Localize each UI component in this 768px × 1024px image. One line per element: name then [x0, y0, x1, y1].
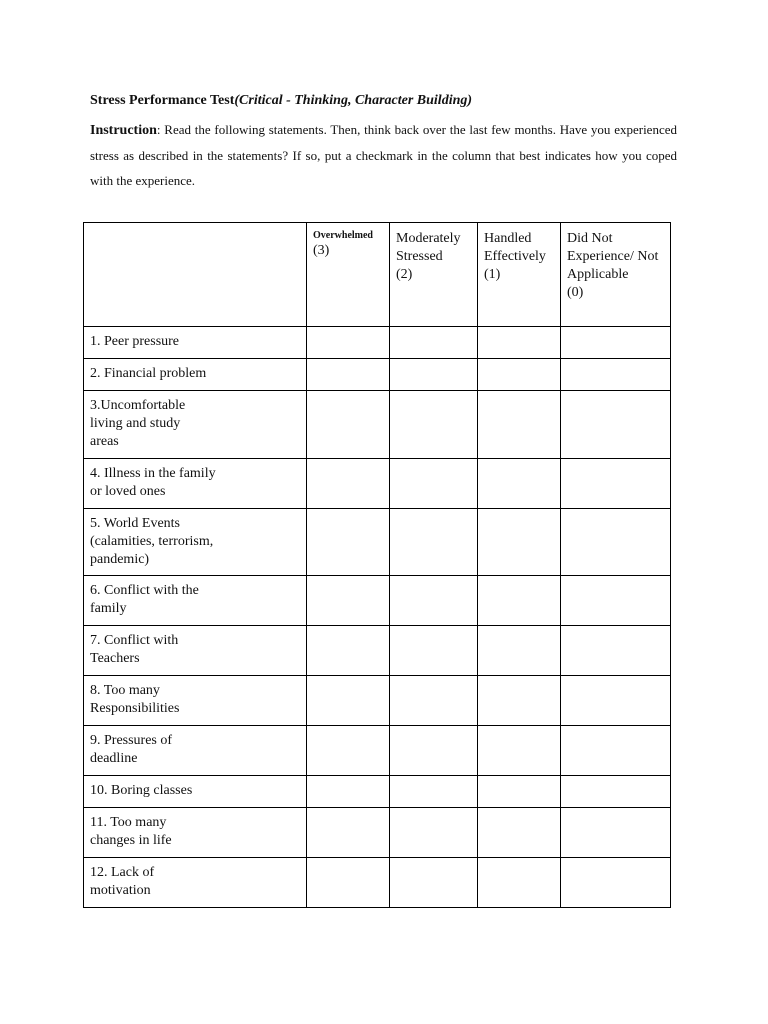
checkbox-cell-handled-effectively[interactable]	[478, 327, 561, 359]
table-row	[84, 808, 671, 858]
header-score: (2)	[396, 267, 413, 282]
table-row	[84, 391, 671, 459]
header-label: Handled Effectively	[484, 231, 546, 264]
row-label-text: 4. Illness in the family or loved ones	[90, 466, 216, 499]
header-blank-cell	[84, 223, 307, 327]
checkbox-cell-did-not-experience[interactable]	[561, 391, 671, 459]
checkbox-cell-did-not-experience[interactable]	[561, 776, 671, 808]
header-label: Overwhelmed	[313, 230, 373, 241]
stress-survey-table	[83, 222, 671, 908]
checkbox-cell-overwhelmed[interactable]	[307, 459, 390, 509]
row-label-text: 3.Uncomfortable living and study areas	[90, 398, 186, 449]
row-label: 10. Boring classes	[84, 776, 307, 808]
row-label	[84, 509, 307, 576]
document-title	[90, 93, 472, 109]
title-subtitle: (Critical - Thinking, Character Building)	[234, 93, 473, 108]
checkbox-cell-overwhelmed[interactable]	[307, 327, 390, 359]
checkbox-cell-moderately-stressed[interactable]	[390, 676, 478, 726]
checkbox-cell-overwhelmed[interactable]	[307, 726, 390, 776]
row-label	[84, 808, 307, 858]
table-row	[84, 459, 671, 509]
header-score: (3)	[313, 243, 330, 258]
checkbox-cell-overwhelmed[interactable]	[307, 676, 390, 726]
checkbox-cell-overwhelmed[interactable]	[307, 808, 390, 858]
header-score: (1)	[484, 267, 501, 282]
table-row	[84, 359, 671, 391]
checkbox-cell-moderately-stressed[interactable]	[390, 359, 478, 391]
title-main: Stress Performance Test	[90, 93, 235, 108]
checkbox-cell-handled-effectively[interactable]	[478, 808, 561, 858]
row-label	[84, 726, 307, 776]
checkbox-cell-moderately-stressed[interactable]	[390, 858, 478, 908]
checkbox-cell-handled-effectively[interactable]	[478, 359, 561, 391]
header-label: Moderately Stressed	[396, 231, 461, 264]
checkbox-cell-overwhelmed[interactable]	[307, 576, 390, 626]
checkbox-cell-did-not-experience[interactable]	[561, 726, 671, 776]
row-label-text: 9. Pressures of deadline	[90, 733, 173, 766]
table-row	[84, 576, 671, 626]
row-label	[84, 576, 307, 626]
checkbox-cell-handled-effectively[interactable]	[478, 676, 561, 726]
header-label: Did Not Experience/ Not Applicable	[567, 231, 659, 282]
table-row	[84, 676, 671, 726]
checkbox-cell-overwhelmed[interactable]	[307, 858, 390, 908]
checkbox-cell-moderately-stressed[interactable]	[390, 509, 478, 576]
checkbox-cell-handled-effectively[interactable]	[478, 776, 561, 808]
checkbox-cell-moderately-stressed[interactable]	[390, 808, 478, 858]
checkbox-cell-handled-effectively[interactable]	[478, 391, 561, 459]
checkbox-cell-moderately-stressed[interactable]	[390, 391, 478, 459]
checkbox-cell-moderately-stressed[interactable]	[390, 459, 478, 509]
checkbox-cell-did-not-experience[interactable]	[561, 327, 671, 359]
row-label-text: 7. Conflict with Teachers	[90, 633, 179, 666]
checkbox-cell-moderately-stressed[interactable]	[390, 327, 478, 359]
checkbox-cell-overwhelmed[interactable]	[307, 776, 390, 808]
instruction-label: Instruction	[90, 123, 157, 138]
row-label-text: 11. Too many changes in life	[90, 815, 172, 848]
row-label-text: 5. World Events (calamities, terrorism, pandemic)	[90, 516, 214, 567]
row-label-text: 6. Conflict with the family	[90, 583, 199, 616]
checkbox-cell-moderately-stressed[interactable]	[390, 776, 478, 808]
header-row	[84, 223, 671, 327]
checkbox-cell-handled-effectively[interactable]	[478, 858, 561, 908]
row-label-text: 12. Lack of motivation	[90, 865, 155, 898]
row-label	[84, 391, 307, 459]
checkbox-cell-did-not-experience[interactable]	[561, 676, 671, 726]
checkbox-cell-moderately-stressed[interactable]	[390, 626, 478, 676]
checkbox-cell-overwhelmed[interactable]	[307, 359, 390, 391]
row-label	[84, 626, 307, 676]
row-label: 1. Peer pressure	[84, 327, 307, 359]
checkbox-cell-did-not-experience[interactable]	[561, 359, 671, 391]
table-row	[84, 776, 671, 808]
checkbox-cell-handled-effectively[interactable]	[478, 626, 561, 676]
checkbox-cell-moderately-stressed[interactable]	[390, 726, 478, 776]
checkbox-cell-handled-effectively[interactable]	[478, 726, 561, 776]
header-moderately-stressed	[390, 223, 478, 327]
row-label	[84, 459, 307, 509]
header-overwhelmed	[307, 223, 390, 327]
row-label-text: 8. Too many Responsibilities	[90, 683, 180, 716]
table-row	[84, 509, 671, 576]
checkbox-cell-handled-effectively[interactable]	[478, 459, 561, 509]
table-row	[84, 327, 671, 359]
checkbox-cell-overwhelmed[interactable]	[307, 626, 390, 676]
header-handled-effectively	[478, 223, 561, 327]
checkbox-cell-moderately-stressed[interactable]	[390, 576, 478, 626]
row-label	[84, 858, 307, 908]
checkbox-cell-did-not-experience[interactable]	[561, 626, 671, 676]
checkbox-cell-handled-effectively[interactable]	[478, 576, 561, 626]
instruction-text: : Read the following statements. Then, think back over the last few months. Have you experienced stress as described in the statements? If so, put a checkmark in the column that best indicates how you coped with the experience.	[90, 122, 677, 188]
checkbox-cell-did-not-experience[interactable]	[561, 858, 671, 908]
header-did-not-experience	[561, 223, 671, 327]
checkbox-cell-did-not-experience[interactable]	[561, 459, 671, 509]
table-row	[84, 858, 671, 908]
table-row	[84, 726, 671, 776]
instruction-paragraph	[90, 117, 677, 193]
row-label	[84, 676, 307, 726]
checkbox-cell-did-not-experience[interactable]	[561, 509, 671, 576]
checkbox-cell-overwhelmed[interactable]	[307, 391, 390, 459]
table-row	[84, 626, 671, 676]
checkbox-cell-did-not-experience[interactable]	[561, 808, 671, 858]
header-score: (0)	[567, 285, 584, 300]
row-label: 2. Financial problem	[84, 359, 307, 391]
checkbox-cell-overwhelmed[interactable]	[307, 509, 390, 576]
checkbox-cell-handled-effectively[interactable]	[478, 509, 561, 576]
checkbox-cell-did-not-experience[interactable]	[561, 576, 671, 626]
